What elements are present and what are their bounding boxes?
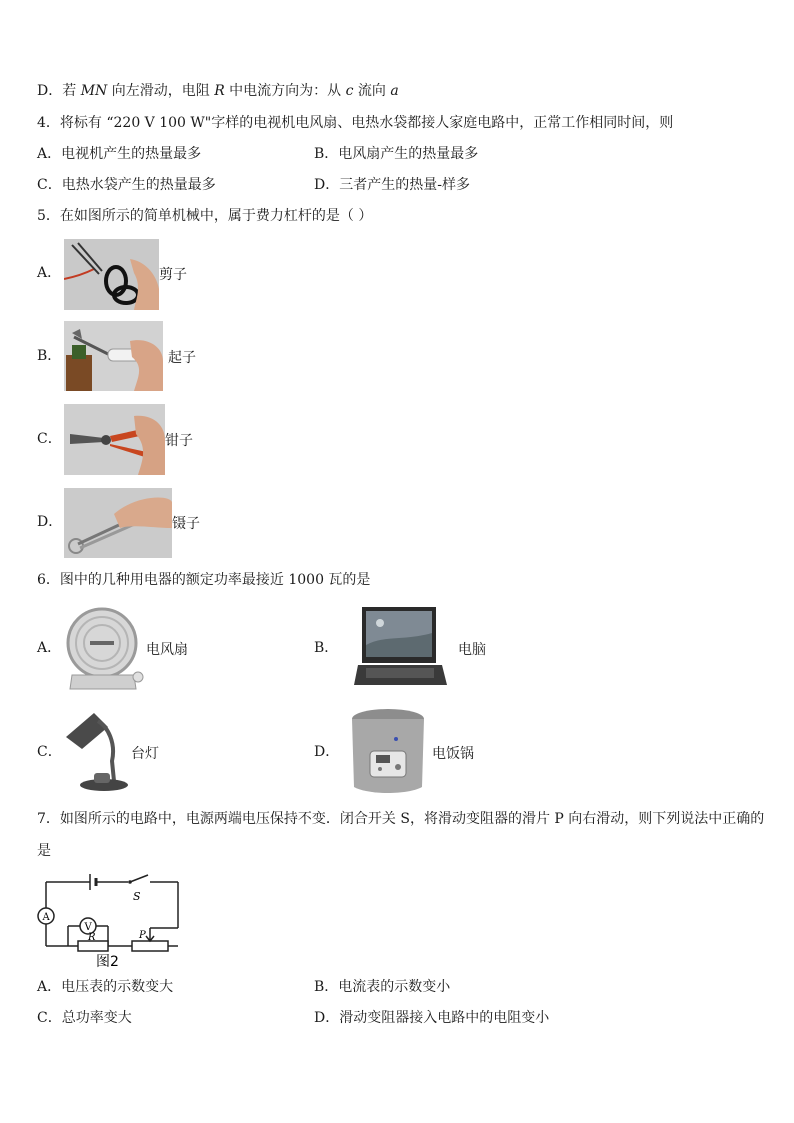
q5-stem: 5．在如图所示的简单机械中，属于费力杠杆的是（ ）	[37, 208, 373, 224]
scissors-photo	[64, 239, 159, 310]
q7-option-b[interactable]: B．电流表的示数变小	[314, 979, 451, 995]
switch-label: S	[133, 890, 141, 903]
bottle-opener-photo	[64, 321, 163, 391]
slider-label: P	[139, 930, 146, 941]
q5-caption-d: 镊子	[172, 516, 200, 532]
q5-caption-b: 起子	[168, 350, 196, 366]
q4-option-b[interactable]: B．电风扇产生的热量最多	[314, 146, 479, 162]
q7-option-d[interactable]: D．滑动变阻器接入电路中的电阻变小	[314, 1010, 550, 1026]
q3-option-d-text: 向左滑动，电阻	[107, 83, 215, 99]
q7-option-a[interactable]: A．电压表的示数变大	[37, 979, 174, 995]
circuit-diagram	[36, 870, 186, 970]
figure-label: 图2	[96, 954, 119, 970]
tweezers-photo	[64, 488, 172, 558]
q7-option-c[interactable]: C．总功率变大	[37, 1010, 132, 1026]
q7-stem-line-2: 是	[37, 843, 51, 859]
q7-stem-line-1: 7．如图所示的电路中，电源两端电压保持不变．闭合开关 S，将滑动变阻器的滑片 P 向右滑动，则下列说法中正确的	[37, 811, 765, 827]
q3-r-symbol: R	[214, 83, 225, 99]
q3-option-d-text: 中电流方向为：从	[224, 83, 346, 99]
q3-option-d-text: 流向	[353, 83, 391, 99]
q5-option-b-letter[interactable]: B．	[37, 348, 62, 364]
q6-option-a-letter[interactable]: A．	[37, 640, 62, 656]
electric-fan-photo	[64, 605, 146, 690]
q4-stem: 4．将标有 “220 V 100 W"字样的电视机电风扇、电热水袋都接人家庭电路中，正常工作相同时间，则	[37, 115, 674, 131]
q6-caption-a: 电风扇	[146, 642, 188, 658]
q3-option-d-text: D．若	[37, 83, 81, 99]
q6-option-d-letter[interactable]: D．	[314, 744, 340, 760]
q5-caption-a: 剪子	[159, 267, 187, 283]
q6-caption-d: 电饭锅	[432, 746, 474, 762]
q6-option-b-letter[interactable]: B．	[314, 640, 339, 656]
q6-option-c-letter[interactable]: C．	[37, 744, 62, 760]
desk-lamp-photo	[64, 707, 130, 794]
q6-stem: 6．图中的几种用电器的额定功率最接近 1000 瓦的是	[37, 572, 371, 588]
q4-option-a[interactable]: A．电视机产生的热量最多	[37, 146, 202, 162]
ammeter-label: A	[42, 912, 50, 923]
q5-option-c-letter[interactable]: C．	[37, 431, 62, 447]
pliers-photo	[64, 404, 165, 475]
q6-caption-b: 电脑	[458, 642, 486, 658]
q3-a-symbol: a	[390, 83, 399, 99]
q4-option-c[interactable]: C．电热水袋产生的热量最多	[37, 177, 216, 193]
q3-c-symbol: c	[345, 83, 354, 99]
voltmeter-label: V	[84, 922, 92, 933]
rice-cooker-photo	[348, 707, 428, 797]
q5-caption-c: 钳子	[165, 433, 193, 449]
q5-option-a-letter[interactable]: A．	[37, 265, 62, 281]
q3-option-d	[37, 82, 399, 100]
q6-caption-c: 台灯	[131, 746, 159, 762]
laptop-photo	[354, 605, 447, 687]
q5-option-d-letter[interactable]: D．	[37, 514, 63, 530]
q3-mn-symbol: MN	[80, 83, 108, 99]
rheostat-icon	[132, 941, 168, 951]
q4-option-d[interactable]: D．三者产生的热量-样多	[314, 177, 470, 193]
resistor-label: R	[88, 932, 96, 943]
